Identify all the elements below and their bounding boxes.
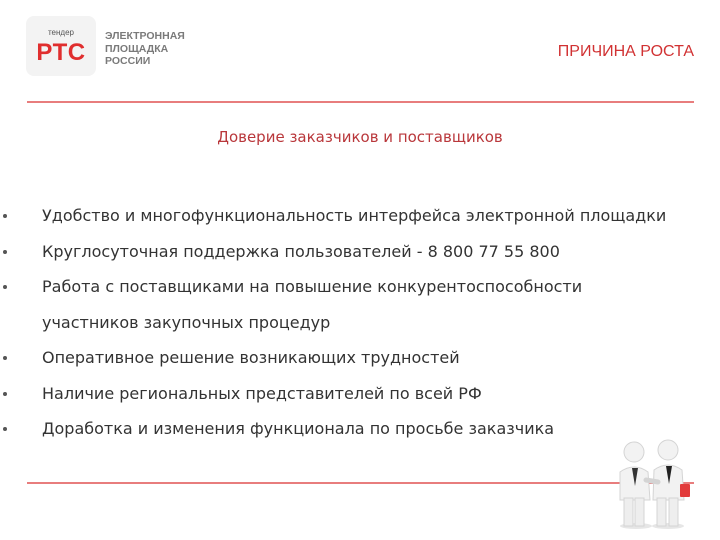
logo-caption — [105, 30, 215, 68]
bullet-icon — [3, 250, 7, 254]
list-item-text: Наличие региональных представителей по всей РФ — [42, 383, 482, 403]
list-item — [0, 340, 680, 376]
logo-big-text: РТС — [36, 39, 86, 66]
handshake-figures-icon — [606, 438, 696, 530]
bullet-icon — [3, 427, 7, 431]
list-item-text: Круглосуточная поддержка пользователей - 8 800 77 55 800 — [42, 241, 560, 261]
bullet-icon — [3, 356, 7, 360]
list-item-text: Работа с поставщиками на повышение конкурентоспособности участников закупочных процедур — [42, 277, 583, 332]
slide-title: ПРИЧИНА РОСТА — [557, 43, 694, 60]
logo-caption-line: РОССИИ — [105, 55, 151, 67]
bullet-list — [0, 198, 680, 447]
footer-divider — [27, 482, 694, 484]
header-divider — [27, 101, 694, 103]
list-item — [0, 198, 680, 234]
logo-caption-line: ЭЛЕКТРОННАЯ — [105, 30, 185, 42]
list-item-text: Доработка и изменения функционала по просьбе заказчика — [42, 419, 555, 438]
list-item-text: Удобство и многофункциональность интерфейса электронной площадки — [42, 206, 667, 225]
bullet-icon — [3, 214, 7, 218]
slide-subtitle: Доверие заказчиков и поставщиков — [217, 128, 503, 146]
bullet-icon — [3, 285, 7, 289]
logo-badge — [26, 16, 96, 76]
list-item — [0, 411, 680, 447]
list-item — [0, 376, 680, 412]
bullet-icon — [3, 392, 7, 396]
logo-small-text: тендер — [47, 28, 74, 37]
logo-caption-line: ПЛОЩАДКА — [105, 42, 169, 55]
list-item — [0, 234, 680, 270]
list-item — [0, 269, 680, 340]
list-item-text: Оперативное решение возникающих трудностей — [42, 348, 460, 367]
